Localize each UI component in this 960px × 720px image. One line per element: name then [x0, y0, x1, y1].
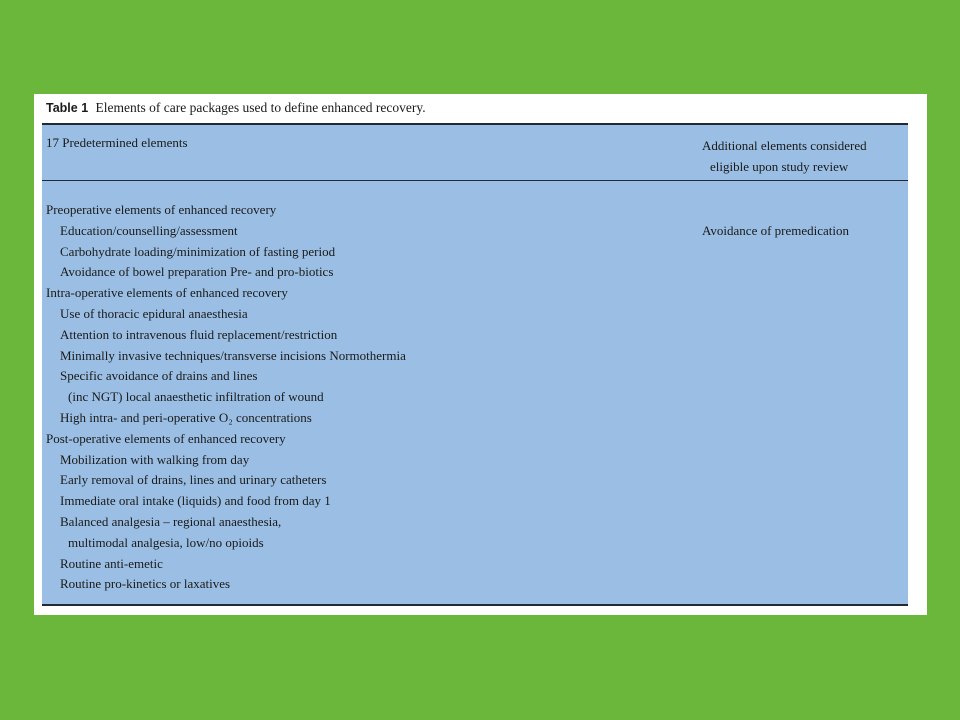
table-row: Specific avoidance of drains and lines: [60, 368, 258, 384]
table-slide-card: [34, 94, 927, 615]
table-caption: [46, 100, 426, 116]
table-row: Education/counselling/assessment: [60, 222, 238, 238]
table-body-left-column: [46, 200, 686, 595]
header-additional-line1: Additional elements considered: [702, 138, 867, 153]
table-row: Avoidance of bowel preparation Pre- and pro-biotics: [60, 264, 334, 280]
header-additional-line2: eligible upon study review: [710, 159, 849, 174]
table-row: Use of thoracic epidural anaesthesia: [60, 305, 248, 321]
table-section-heading: Post-operative elements of enhanced recovery: [46, 430, 286, 446]
table-caption-text: Elements of care packages used to define enhanced recovery.: [95, 100, 426, 115]
table-row: Routine pro-kinetics or laxatives: [60, 576, 231, 592]
table-row: Immediate oral intake (liquids) and food from day 1: [60, 493, 331, 509]
table-section-heading: Preoperative elements of enhanced recovery: [46, 202, 277, 217]
table-row: (inc NGT) local anaesthetic infiltration of wound: [68, 389, 324, 405]
care-elements-table: [42, 123, 908, 606]
table-row: multimodal analgesia, low/no opioids: [68, 534, 264, 550]
additional-element-item: Avoidance of premedication: [702, 223, 850, 238]
table-caption-label: Table 1: [46, 101, 89, 115]
table-row: Attention to intravenous fluid replacement/restriction: [60, 326, 338, 342]
table-row: High intra- and peri-operative O₂ concentrations: [60, 409, 312, 425]
header-additional-elements: [702, 135, 867, 177]
header-predetermined-elements: 17 Predetermined elements: [46, 135, 188, 150]
table-row: Carbohydrate loading/minimization of fasting period: [60, 243, 336, 259]
table-section-heading: Intra-operative elements of enhanced recovery: [46, 285, 288, 301]
table-row: Early removal of drains, lines and urinary catheters: [60, 472, 327, 488]
table-row: Minimally invasive techniques/transverse incisions Normothermia: [60, 347, 406, 363]
table-row: Balanced analgesia – regional anaesthesia,: [60, 513, 282, 529]
header-divider: [42, 180, 908, 181]
table-row: Routine anti-emetic: [60, 555, 163, 571]
table-row: Mobilization with walking from day: [60, 451, 250, 467]
